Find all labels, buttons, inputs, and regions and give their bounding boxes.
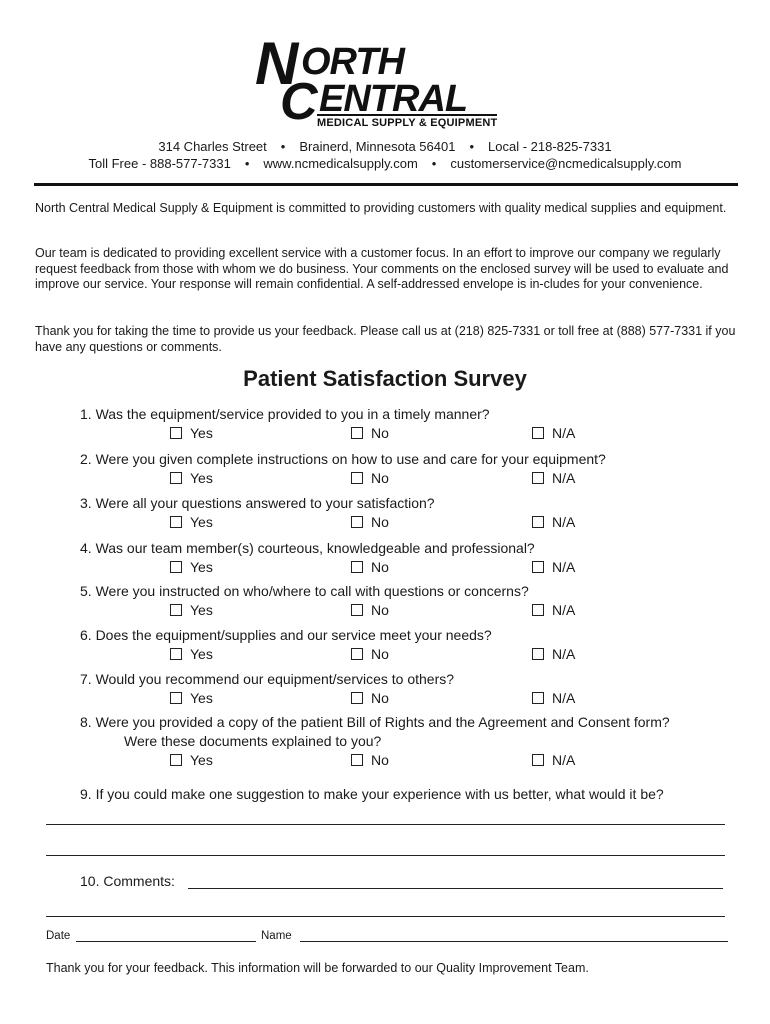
- q2-na-option[interactable]: [532, 470, 575, 486]
- q7-yes-option[interactable]: [170, 690, 213, 706]
- checkbox-icon[interactable]: [351, 561, 363, 573]
- q7-no-option[interactable]: [351, 690, 389, 706]
- logo-letter-c: C: [280, 73, 318, 131]
- option-label: No: [371, 646, 389, 662]
- header-divider: [34, 183, 738, 186]
- checkbox-icon[interactable]: [532, 427, 544, 439]
- checkbox-icon[interactable]: [532, 516, 544, 528]
- option-label: N/A: [552, 646, 576, 662]
- name-label: Name: [261, 930, 292, 942]
- option-label: Yes: [190, 425, 213, 441]
- q5-na-option[interactable]: [532, 602, 575, 618]
- question-5: 5. Were you instructed on who/where to call with questions or concerns?: [80, 583, 529, 599]
- company-logo: [255, 30, 498, 131]
- question-9: 9. If you could make one suggestion to make your experience with us better, what would it be?: [80, 786, 664, 802]
- option-label: N/A: [552, 559, 576, 575]
- checkbox-icon[interactable]: [170, 427, 182, 439]
- q6-na-option[interactable]: [532, 646, 575, 662]
- checkbox-icon[interactable]: [170, 604, 182, 616]
- question-3: 3. Were all your questions answered to your satisfaction?: [80, 495, 435, 511]
- street-address: 314 Charles Street: [158, 139, 267, 154]
- q3-no-option[interactable]: [351, 514, 389, 530]
- name-input-line[interactable]: [300, 941, 728, 942]
- separator-dot: •: [469, 139, 475, 154]
- question-2: 2. Were you given complete instructions on how to use and care for your equipment?: [80, 451, 606, 467]
- option-label: Yes: [190, 470, 213, 486]
- option-label: N/A: [552, 425, 576, 441]
- date-input-line[interactable]: [76, 941, 256, 942]
- intro-paragraph-3: Thank you for taking the time to provide us your feedback. Please call us at (218) 825-7331 or toll free at (888) 577-7331 if you have any questions or comments.: [35, 324, 736, 354]
- checkbox-icon[interactable]: [170, 561, 182, 573]
- question-1: 1. Was the equipment/service provided to you in a timely manner?: [80, 406, 490, 422]
- checkbox-icon[interactable]: [351, 648, 363, 660]
- footer-note: Thank you for your feedback. This information will be forwarded to our Quality Improvement Team.: [46, 961, 589, 975]
- question-8-line-2: Were these documents explained to you?: [124, 733, 382, 749]
- separator-dot: •: [431, 156, 437, 171]
- option-label: No: [371, 470, 389, 486]
- intro-paragraph-1: North Central Medical Supply & Equipment is committed to providing customers with quality medical supplies and equipment.: [35, 201, 727, 215]
- option-label: Yes: [190, 514, 213, 530]
- option-label: Yes: [190, 690, 213, 706]
- q9-answer-line-2[interactable]: [46, 855, 725, 856]
- address-line-1: [0, 139, 770, 154]
- q1-yes-option[interactable]: [170, 425, 213, 441]
- checkbox-icon[interactable]: [351, 754, 363, 766]
- checkbox-icon[interactable]: [170, 692, 182, 704]
- q4-na-option[interactable]: [532, 559, 575, 575]
- q6-yes-option[interactable]: [170, 646, 213, 662]
- checkbox-icon[interactable]: [170, 516, 182, 528]
- toll-free-phone: Toll Free - 888-577-7331: [88, 156, 231, 171]
- option-label: N/A: [552, 470, 576, 486]
- separator-dot: •: [244, 156, 250, 171]
- checkbox-icon[interactable]: [532, 604, 544, 616]
- checkbox-icon[interactable]: [532, 754, 544, 766]
- q1-no-option[interactable]: [351, 425, 389, 441]
- option-label: No: [371, 602, 389, 618]
- option-label: No: [371, 514, 389, 530]
- comments-label: 10. Comments:: [80, 873, 175, 889]
- checkbox-icon[interactable]: [351, 427, 363, 439]
- logo-orth: ORTH: [301, 41, 404, 83]
- option-label: N/A: [552, 752, 576, 768]
- q8-yes-option[interactable]: [170, 752, 213, 768]
- q4-no-option[interactable]: [351, 559, 389, 575]
- logo-subtitle: MEDICAL SUPPLY & EQUIPMENT: [317, 114, 497, 129]
- q8-no-option[interactable]: [351, 752, 389, 768]
- option-label: No: [371, 559, 389, 575]
- q6-no-option[interactable]: [351, 646, 389, 662]
- intro-paragraph-2: Our team is dedicated to providing excellent service with a customer focus. In an effort to improve our company we regularly request feedback from those with whom we do business. Your comments on the enclosed survey will be used to evaluate and improve our service. Your response will remain confidential. A self-addressed envelope is in-cludes for your convenience.: [35, 246, 729, 291]
- q3-na-option[interactable]: [532, 514, 575, 530]
- question-6: 6. Does the equipment/supplies and our service meet your needs?: [80, 627, 492, 643]
- question-8: 8. Were you provided a copy of the patient Bill of Rights and the Agreement and Consent form?: [80, 714, 670, 730]
- option-label: No: [371, 690, 389, 706]
- question-7: 7. Would you recommend our equipment/services to others?: [80, 671, 455, 687]
- checkbox-icon[interactable]: [170, 648, 182, 660]
- local-phone: Local - 218-825-7331: [488, 139, 612, 154]
- checkbox-icon[interactable]: [532, 472, 544, 484]
- q1-na-option[interactable]: [532, 425, 575, 441]
- q2-no-option[interactable]: [351, 470, 389, 486]
- checkbox-icon[interactable]: [351, 516, 363, 528]
- checkbox-icon[interactable]: [532, 648, 544, 660]
- option-label: N/A: [552, 602, 576, 618]
- website-link[interactable]: www.ncmedicalsupply.com: [263, 156, 418, 171]
- q8-na-option[interactable]: [532, 752, 575, 768]
- checkbox-icon[interactable]: [351, 604, 363, 616]
- checkbox-icon[interactable]: [532, 692, 544, 704]
- option-label: Yes: [190, 602, 213, 618]
- option-label: N/A: [552, 514, 576, 530]
- option-label: N/A: [552, 690, 576, 706]
- checkbox-icon[interactable]: [170, 472, 182, 484]
- checkbox-icon[interactable]: [532, 561, 544, 573]
- option-label: Yes: [190, 646, 213, 662]
- city-address: Brainerd, Minnesota 56401: [299, 139, 456, 154]
- checkbox-icon[interactable]: [351, 692, 363, 704]
- checkbox-icon[interactable]: [351, 472, 363, 484]
- q3-yes-option[interactable]: [170, 514, 213, 530]
- q7-na-option[interactable]: [532, 690, 575, 706]
- date-label: Date: [46, 930, 71, 942]
- q4-yes-option[interactable]: [170, 559, 213, 575]
- logo-letter-n: N: [255, 30, 297, 97]
- survey-title: Patient Satisfaction Survey: [243, 366, 527, 391]
- question-4: 4. Was our team member(s) courteous, knowledgeable and professional?: [80, 540, 535, 556]
- option-label: Yes: [190, 752, 213, 768]
- option-label: Yes: [190, 559, 213, 575]
- q9-answer-line-1[interactable]: [46, 824, 725, 825]
- checkbox-icon[interactable]: [170, 754, 182, 766]
- option-label: No: [371, 425, 389, 441]
- separator-dot: •: [280, 139, 286, 154]
- q5-no-option[interactable]: [351, 602, 389, 618]
- email-link[interactable]: customerservice@ncmedicalsupply.com: [450, 156, 682, 171]
- option-label: No: [371, 752, 389, 768]
- comments-answer-line-1[interactable]: [188, 888, 723, 889]
- logo-entral: ENTRAL: [319, 78, 468, 120]
- q5-yes-option[interactable]: [170, 602, 213, 618]
- address-line-2: [0, 156, 770, 171]
- comments-answer-line-2[interactable]: [46, 916, 725, 917]
- q2-yes-option[interactable]: [170, 470, 213, 486]
